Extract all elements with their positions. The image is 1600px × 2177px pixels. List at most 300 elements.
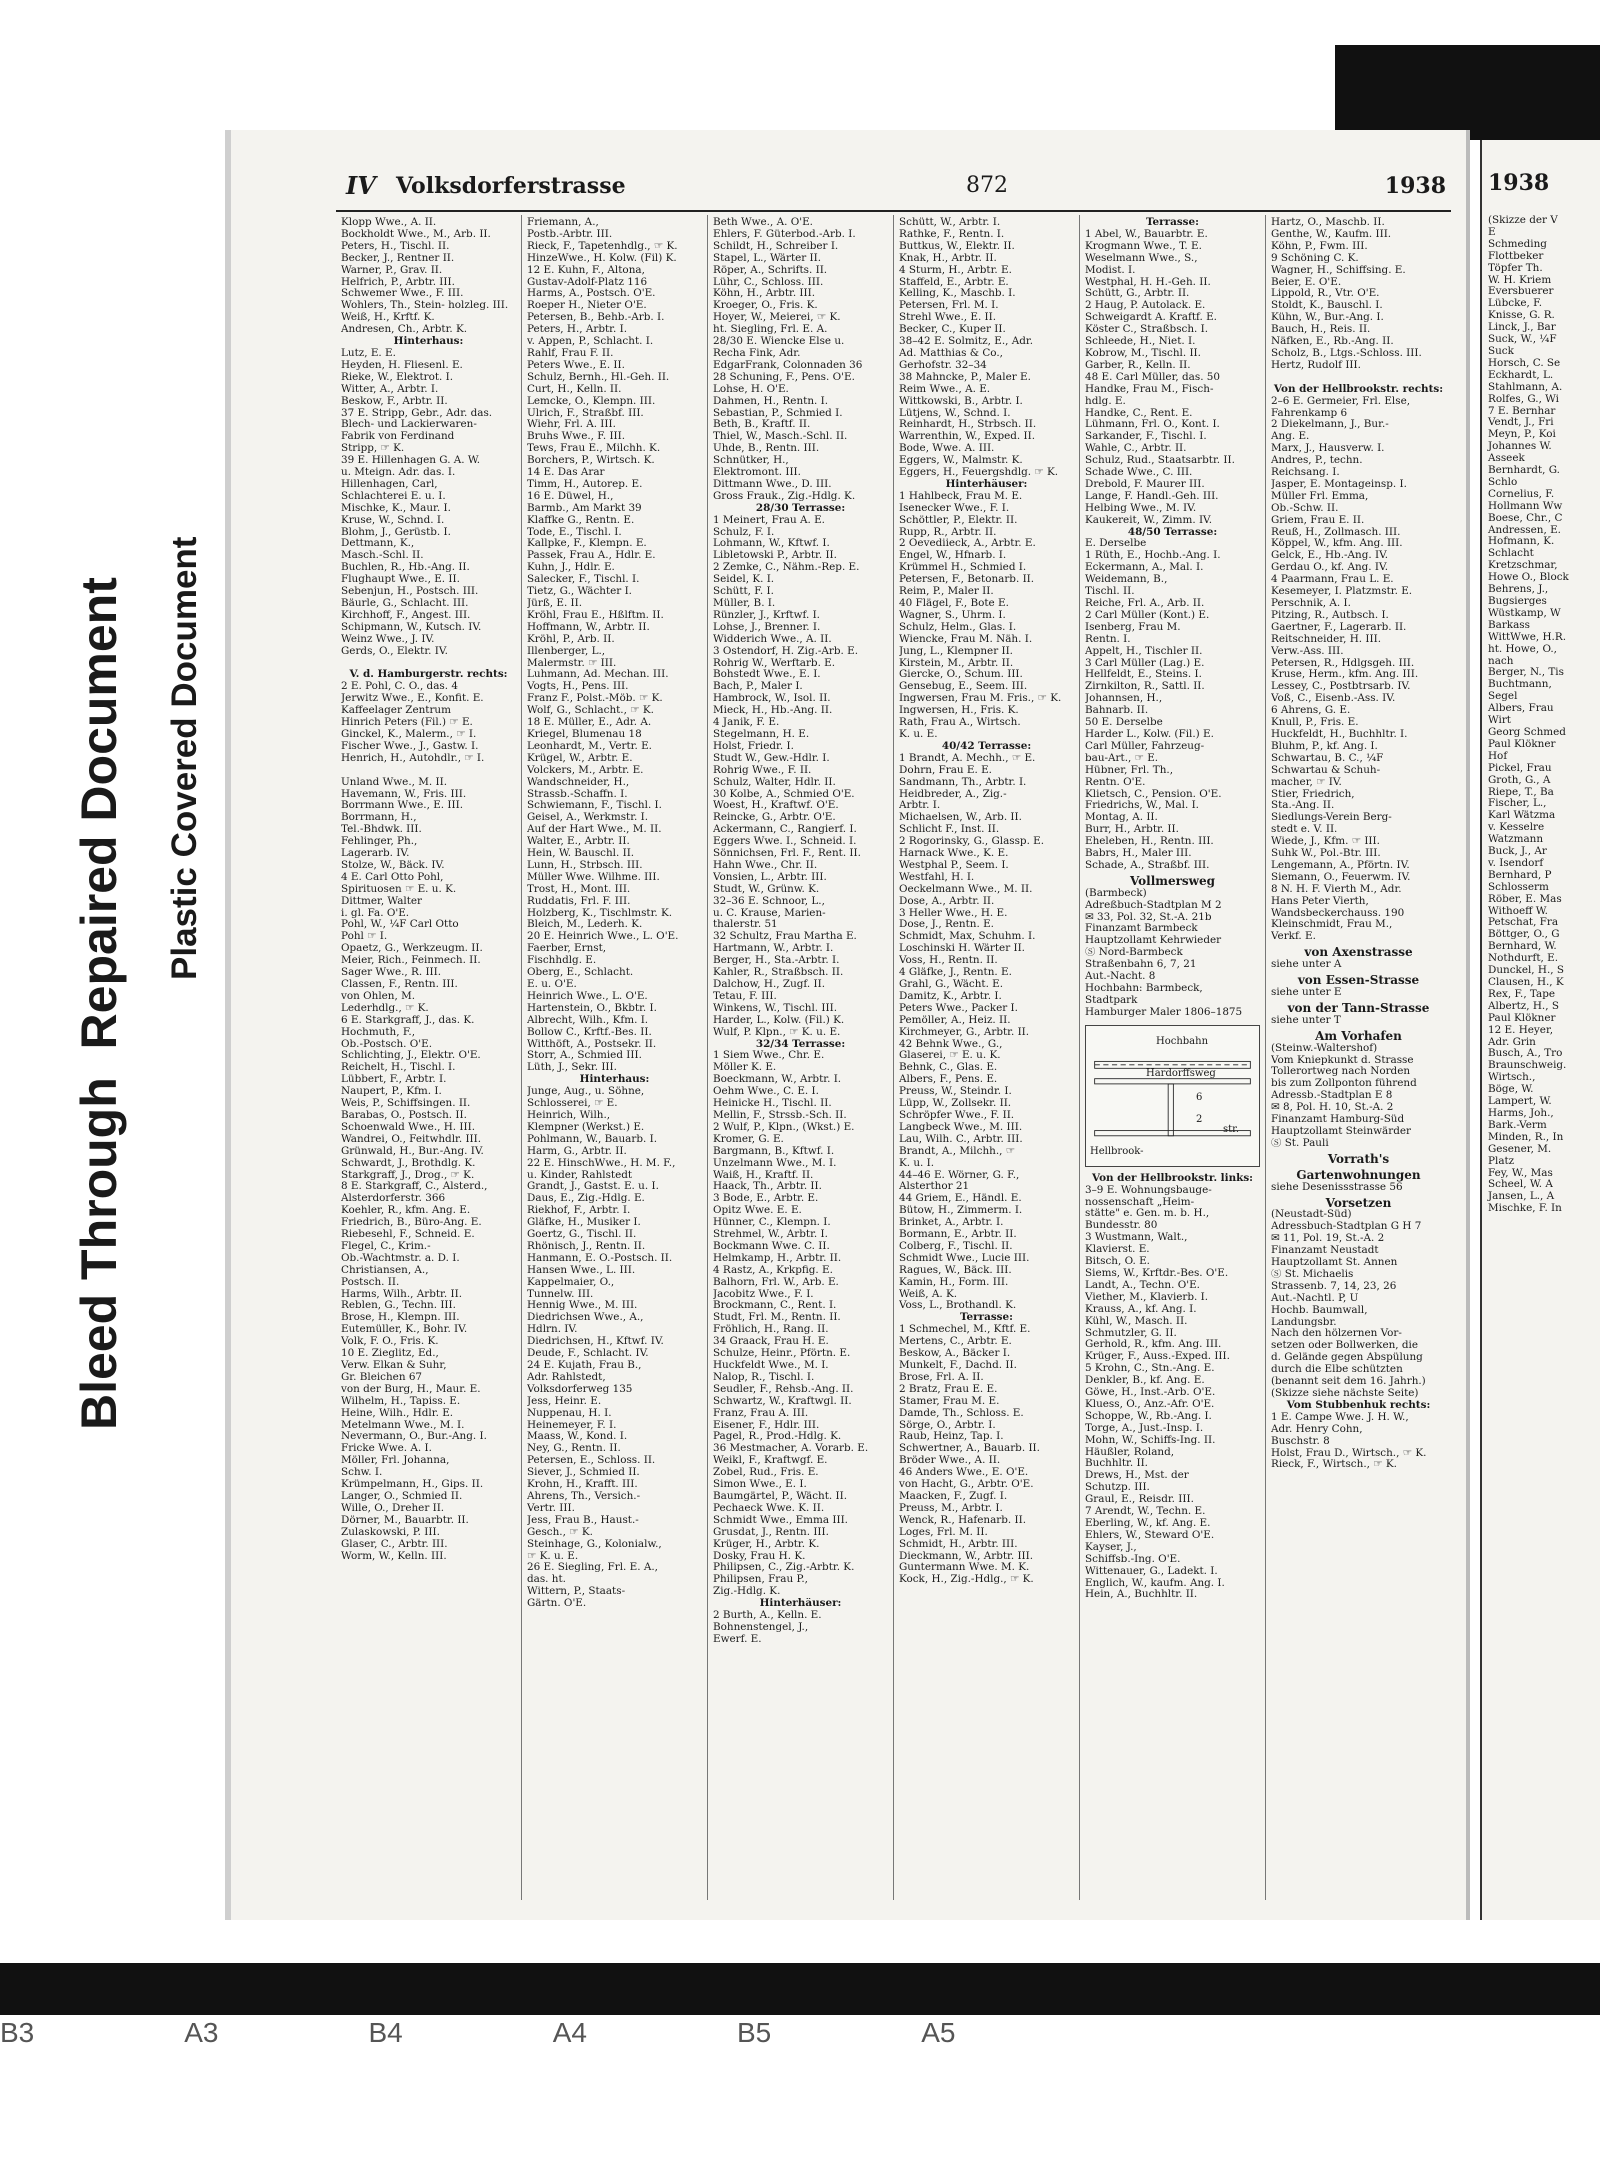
directory-entry: 2 Wulf, P., Klpn., (Wkst.) E. [713,1121,855,1133]
street-heading: Vorrath's [1327,1151,1390,1166]
directory-entry: Eisener, F., Hdlr. III. [713,1419,820,1431]
directory-entry: Maacken, F., Zugf. I. [899,1490,1008,1502]
adjacent-entry: Hof [1488,749,1508,762]
directory-entry: Krügel, W., Arbtr. E. [527,752,633,764]
adjacent-entry: Bark.-Verm [1488,1118,1547,1131]
directory-entry: Jess, Heinr. E. [527,1395,602,1407]
directory-entry: Schmidt, H., Arbtr. III. [899,1538,1018,1550]
directory-entry: Lütjens, W., Schnd. I. [899,407,1011,419]
directory-entry: von Ohlen, M. [341,990,416,1002]
directory-entry: Dörner, M., Bauarbtr. II. [341,1514,469,1526]
adjacent-entry: Gesener, M. [1488,1142,1552,1155]
directory-entry: Schoppe, W., Rb.-Ang. I. [1085,1410,1212,1422]
directory-entry: Giercke, O., Schum. III. [899,669,1023,681]
directory-entry: Dettmann, K., [341,538,415,550]
directory-entry: Bitsch, O. E. [1085,1256,1150,1268]
directory-entry: Landt, A., Techn. O'E. [1085,1279,1200,1291]
directory-entry: Hochbahn: Barmbeck, [1085,983,1203,994]
directory-entry: Lohse, J., Brenner. I. [713,621,821,633]
map-label-hochbahn: Hochbahn [1156,1035,1209,1047]
directory-entry: 18 E. Müller, E., Adr. A. [527,717,652,729]
directory-entry: Glaser, C., Arbtr. III. [341,1538,448,1550]
directory-entry: Kirchmeyer, G., Arbtr. II. [899,1026,1030,1038]
directory-entry: Kayser, J., [1085,1541,1137,1553]
directory-entry: Drews, H., Mst. der [1085,1470,1189,1482]
directory-entry: Hartenstein, O., Bkbtr. I. [527,1002,657,1014]
directory-entry: Ⓢ St. Michaelis [1271,1268,1354,1280]
directory-entry: Warrenthin, W., Exped. II. [899,431,1036,443]
directory-entry: Bundesstr. 80 [1085,1220,1158,1232]
directory-entry: 28 Schuning, F., Pens. O'E. [713,371,855,383]
directory-entry: Schipmann, W., Kutsch. IV. [341,621,482,633]
directory-entry: Handke, Frau M., Fisch- [1085,383,1214,395]
directory-entry: Studt, W., Grünw. K. [713,883,820,895]
directory-entry: Torge, A., Just.-Insp. I. [1085,1422,1204,1434]
directory-entry: 38 Mahncke, P., Maler E. [899,371,1031,383]
directory-entry: 34 Graack, Frau H. E. [713,1336,829,1348]
directory-entry: Knull, P., Fris. E. [1271,717,1359,729]
directory-entry: Dohrn, Frau E. E. [899,764,992,776]
directory-entry: Ehlers, W., Steward O'E. [1085,1529,1215,1541]
directory-entry: Tietz, G., Wächter I. [527,586,632,598]
directory-entry: Ginckel, K., Malerm., ☞ I. [341,728,477,740]
directory-entry: Reinhardt, H., Strbsch. II. [899,419,1037,431]
directory-entry: Stapel, L., Wärter II. [713,252,822,264]
directory-entry: Koehler, R., kfm. Ang. E. [341,1205,471,1217]
directory-entry: Perschnik, A. I. [1271,598,1351,609]
directory-entry: Oeckelmann Wwe., M. II. [899,883,1033,895]
ruler-bar [0,1963,1600,2015]
directory-entry: Verkf. E. [1271,931,1316,943]
directory-entry: Wittkowski, B., Arbtr. I. [899,395,1023,407]
adjacent-entry: Platz [1488,1154,1515,1167]
directory-entry: Harder L., Kolw. (Fil.) E. [1085,728,1214,740]
directory-entry: Sarkander, F., Tischl. I. [1085,431,1207,443]
directory-entry: Harm, G., Arbtr. II. [527,1145,627,1157]
directory-entry: Kromer, G. E. [713,1133,784,1145]
directory-entry: Reuß, H., Zollmasch. III. [1271,526,1401,538]
directory-entry: Pechaeck Wwe. K. II. [713,1502,825,1514]
directory-entry: Kamin, H., Form. III. [899,1276,1009,1288]
directory-entry: Westphal P., Seem. I. [899,859,1009,871]
directory-entry: ☞ K. u. E. [527,1550,579,1562]
directory-entry: Carl Müller, Fahrzeug- [1085,740,1205,752]
directory-entry: Dose, A., Arbtr. II. [899,895,995,907]
directory-entry: Bruhs Wwe., F. III. [527,431,626,443]
directory-entry: Timm, H., Autorep. E. [527,478,643,490]
directory-entry: Andres, P., techn. [1271,455,1363,467]
directory-entry: Wittern, P., Staats- [527,1586,626,1598]
directory-entry: Peters, H., Tischl. II. [341,240,450,252]
adjacent-entry: Andressen, E. [1488,523,1561,536]
directory-entry: Hein, A., Buchhltr. II. [1085,1589,1198,1601]
directory-entry: Schmidt Wwe., Emma III. [713,1514,848,1526]
directory-entry: Wandschneider, H., [527,776,630,788]
directory-entry: Uhde, B., Rentn. III. [713,443,820,455]
adjacent-entry: Berger, N., Tis [1488,666,1564,679]
directory-entry: Bormann, E., Arbtr. II. [899,1229,1017,1241]
directory-entry: Kröhl, Frau E., Hßlftm. II. [527,609,664,621]
adjacent-entry: (Skizze der V [1488,214,1558,226]
directory-entry: Gerds, O., Elektr. IV. [341,645,448,657]
directory-entry: Dittmer, Walter [341,895,423,907]
directory-entry: Heinrich, Wilh., [527,1109,611,1121]
ruler-label: A5 [921,2017,956,2048]
ruler-label: B3 [0,2017,35,2048]
directory-entry: Reichsang. I. [1271,467,1340,479]
directory-entry: Volk, F. O., Fris. K. [341,1336,439,1348]
directory-entry: Wiencke, Frau M. Näh. I. [899,633,1033,645]
directory-entry: Balhorn, Frl. W., Arb. E. [713,1276,839,1288]
directory-entry: Buchhltr. II. [1085,1458,1148,1470]
adjacent-entry: 12 E. Heyer, [1488,1023,1554,1036]
directory-entry: Eckermann, A., Mal. I. [1085,562,1204,574]
directory-entry: Krümmel H., Schmied I. [899,562,1027,574]
map-label-hardorffsweg: Hardorffsweg [1146,1067,1216,1079]
directory-entry: Salecker, F., Tischl. I. [527,574,640,586]
directory-entry: Schlachterei E. u. I. [341,490,446,502]
directory-entry: siehe unter E [1271,987,1342,998]
directory-entry: Hartz, O., Maschb. II. [1271,217,1385,228]
directory-entry: Nevermann, O., Bur.-Ang. I. [341,1431,487,1443]
directory-entry: Ad. Matthias & Co., [899,347,1003,359]
adjacent-entry: Busch, A., Tro [1488,1047,1563,1060]
directory-entry: Studt W., Gew.-Hdlr. I. [713,752,830,764]
directory-entry: Bauch, H., Reis. II. [1271,324,1371,336]
directory-entry: Krohn, H., Krafft. III. [527,1479,638,1491]
directory-entry: Kirstein, M., Arbtr. II. [899,657,1014,669]
directory-entry: Nalop, R., Tischl. I. [713,1371,815,1383]
adjacent-entry: Rolfes, G., Wi [1488,392,1559,405]
directory-entry: Heinrich Wwe., L. O'E. [527,990,648,1002]
adjacent-entry: Riepe, T., Ba [1488,785,1554,798]
directory-entry: Mieck, H., Hb.-Ang. II. [713,705,833,717]
directory-entry: Gärtn. O'E. [527,1598,587,1610]
directory-entry: d. Gelände gegen Abspülung [1271,1352,1423,1364]
directory-entry: Rentn. I. [1085,633,1131,645]
directory-entry: Ewerf. E. [713,1633,762,1645]
directory-entry: Studt, Frl. M., Rentn. II. [713,1312,841,1324]
directory-entry: Siems, W., Krftdr.-Bes. O'E. [1085,1267,1229,1279]
adjacent-entry: Töpfer Th. [1488,261,1543,274]
directory-entry: Rieke, W., Elektrot. I. [341,371,454,383]
directory-entry: Eggers Wwe. I., Schneid. I. [713,836,857,848]
directory-entry: Curt, H., Kelln. II. [527,383,622,395]
directory-entry: Hinterhäuser: [945,478,1028,490]
directory-entry: Weidemann, B., [1085,574,1168,586]
directory-entry: Lohse, H. O'E. [713,383,789,395]
directory-entry: 26 E. Siegling, Frl. E. A., [527,1562,658,1574]
directory-entry: Loges, Frl. M. II. [899,1526,988,1538]
directory-entry: Hillenhagen, Carl, [341,478,438,490]
directory-entry: Naupert, P., Kfm. I. [341,1086,442,1098]
directory-entry: Kriegel, Blumenau 18 [527,728,642,740]
adjacent-page-text [1488,215,1569,1215]
adjacent-entry: Wirtsch., [1488,1071,1536,1084]
directory-entry: Tel.-Bhdwk. III. [341,824,422,836]
directory-entry: Faerber, Ernst, [527,943,607,955]
directory-entry: Westfahl, H. I. [899,871,975,883]
adjacent-entry: Johannes W. [1488,440,1552,453]
directory-entry: 8 N. H. F. Vierth M., Adr. [1271,883,1402,895]
directory-entry: Hinterhaus: [393,336,464,348]
directory-entry: Vom Stubbenhuk rechts: [1286,1399,1431,1411]
directory-entry: Masch.-Schl. II. [341,550,424,562]
directory-entry: Oberg, E., Schlacht. [527,967,634,979]
directory-entry: Franz, Frau A. III. [713,1407,809,1419]
directory-entry: Simon Wwe., E. I. [713,1479,807,1491]
adjacent-entry: ht. Howe, O., [1488,642,1557,655]
directory-entry: Loschinski H. Wärter II. [899,943,1025,955]
directory-entry: Schiffsb.-Ing. O'E. [1085,1553,1181,1565]
directory-entry: Köppel, W., kfm. Ang. III. [1271,538,1403,550]
adjacent-entry: Boese, Chr., C [1488,511,1563,524]
directory-entry: Schulz, Rud., Staatsarbtr. II. [1085,455,1235,467]
directory-entry: 10 E. Zieglitz, Ed., [341,1348,439,1360]
directory-entry: Scholz, B., Ltgs.-Schloss. III. [1271,347,1422,359]
directory-entry: Schoenwald Wwe., H. III. [341,1121,476,1133]
directory-entry: Gerhold, R., kfm. Ang. III. [1085,1339,1222,1351]
directory-entry: Rathke, F., Rentn. I. [899,228,1005,240]
adjacent-entry: Horsch, C. Se [1488,356,1561,369]
directory-entry: Haack, Th., Arbtr. II. [713,1181,822,1193]
directory-entry: Krauss, A., kf. Ang. I. [1085,1303,1197,1315]
directory-entry: Mohn, W., Schiffs-Ing. II. [1085,1434,1216,1446]
directory-entry: 2 Haug, P. Autolack. E. [1085,300,1206,312]
directory-entry: 16 E. Düwel, H., [527,490,614,502]
directory-entry: Heyden, H. Fliesenl. E. [341,359,463,371]
directory-entry: Schwertner, A., Bauarb. II. [899,1443,1040,1455]
directory-entry: Albrecht, Wilh., Kfm. I. [527,1014,649,1026]
directory-entry: Bleich, M., Lederh. K. [527,919,643,931]
directory-entry: Ehlers, F. Güterbod.-Arb. I. [713,228,856,240]
directory-entry: Beth, B., Kraftf. II. [713,419,811,431]
directory-entry: Hauptzollamt Steinwärder [1271,1125,1411,1137]
adjacent-entry: Paul Klökner [1488,737,1556,750]
directory-entry: siehe unter T [1271,1014,1341,1026]
directory-entry: Straßenbahn 6, 7, 21 [1085,959,1197,971]
adjacent-entry: Bernhardt, G. [1488,464,1560,477]
adjacent-entry: Fey, W., Mas [1488,1166,1553,1179]
adjacent-entry: Watzmann [1488,833,1544,846]
directory-entry: Gesch., ☞ K. [527,1526,593,1538]
directory-entry: Wandsbeckerchauss. 190 [1271,907,1405,919]
street-heading: Vorsetzen [1325,1195,1392,1210]
directory-entry: Bäurle, G., Schlacht. III. [341,598,469,609]
directory-entry: Jess, Frau B., Haust.- [527,1514,639,1526]
directory-entry: Munkelt, F., Dachd. II. [899,1360,1017,1371]
adjacent-entry: Stahlmann, A. [1488,380,1563,393]
directory-entry: Brose, Frl. A. II. [899,1371,984,1383]
directory-entry: Holst, Friedr. I. [713,740,794,752]
directory-entry: Sörge, O., Arbtr. I. [899,1419,996,1431]
directory-entry: Peters Wwe., E. II. [527,359,625,371]
directory-entry: 37 E. Stripp, Gebr., Adr. das. [341,407,493,419]
directory-entry: Von der Hellbrookstr. links: [1091,1172,1254,1184]
directory-entry: Hennig Wwe., M. III. [527,1300,638,1312]
directory-entry: u. Mteign. Adr. das. I. [341,467,456,479]
directory-entry: stedt e. V. II. [1271,824,1338,836]
directory-entry: Sebenjun, H., Postsch. III. [341,586,479,598]
directory-entry: Ruddatis, Frl. F. III. [527,895,631,907]
directory-entry: Eberling, W., kf. Ang. E. [1085,1518,1211,1529]
directory-entry: 8 E. Starkgraff, C., Alsterd., [341,1181,488,1193]
directory-entry: Hellfeldt, E., Steins. I. [1085,669,1202,681]
directory-entry: Warner, P., Grav. II. [341,264,443,276]
directory-entry: bau-Art., ☞ E. [1085,752,1159,764]
directory-entry: Hansen Wwe., L. III. [527,1264,636,1276]
directory-entry: 40/42 Terrasse: [941,740,1032,752]
directory-entry: Classen, F., Rentn. III. [341,979,458,990]
adjacent-entry: Scheel, W. A [1488,1178,1553,1191]
directory-entry: Vogts, H., Pens. III. [527,681,629,693]
directory-entry: Borrmann, H., [341,812,417,824]
street-sketch-map [1085,1025,1260,1167]
adjacent-entry: Georg Schmed [1488,725,1566,738]
directory-entry: Kluess, O., Anz.-Afr. O'E. [1085,1398,1215,1410]
directory-entry: Reiche, Frl. A., Arb. II. [1085,598,1205,609]
directory-entry: Buschstr. 8 [1271,1435,1330,1447]
directory-entry: Pitzing, R., Autbsch. I. [1271,609,1389,621]
directory-entry: Seidel, K. I. [713,574,775,586]
directory-entry: 32–36 E. Schnoor, L., [713,895,825,907]
directory-entry: Roeper H., Nieter O'E. [527,300,647,312]
directory-entry: Gerhofstr. 32–34 [899,359,987,371]
directory-entry: Glaserei, ☞ E. u. K. [899,1050,1001,1062]
directory-entry: Luhmann, Ad. Mechan. III. [527,669,669,681]
directory-entry: Barmb., Am Markt 39 [527,502,642,514]
directory-entry: Sönnichsen, Frl. F., Rent. II. [713,848,861,860]
header-rule [336,210,1451,212]
directory-entry: Hdlrn. IV. [527,1324,578,1336]
directory-entry: Schwiemann, F., Tischl. I. [527,800,662,812]
adjacent-entry: Hofmann, K. [1488,535,1555,548]
directory-entry: Schildt, H., Schreiber I. [713,240,839,252]
directory-entry: Becker, C., Kuper II. [899,324,1006,336]
directory-column [522,215,708,1900]
directory-entry: Beth Wwe., A. O'E. [713,217,813,228]
directory-entry: Klopp Wwe., A. II. [341,217,437,228]
directory-entry: Buchlen, R., Hb.-Ang. II. [341,562,470,574]
directory-columns [336,215,1451,1900]
directory-entry: Friemann, A., [527,217,599,228]
directory-entry: K. u. I. [899,1157,935,1169]
directory-entry: Denkler, B., kf. Ang. E. [1085,1375,1205,1387]
directory-entry: ✉ 33, Pol. 32, St.-A. 21b [1085,911,1212,923]
directory-entry: Hartmann, W., Arbtr. I. [713,943,834,955]
directory-entry: Flegel, C., Krim.- [341,1240,431,1252]
directory-entry: Kaukereit, W., Zimm. IV. [1085,514,1213,526]
directory-entry: 1 Abel, W., Bauarbtr. E. [1085,228,1208,240]
directory-entry: Heine, Wilh., Hdlr. E. [341,1407,454,1419]
adjacent-page [1480,140,1600,1920]
directory-entry: Drebold, F. Maurer III. [1085,478,1205,490]
directory-entry: durch die Elbe schützten [1271,1364,1403,1376]
directory-entry: Hanmann, E. O.-Postsch. II. [527,1252,673,1264]
directory-entry: Bluhm, P., kf. Ang. I. [1271,740,1378,752]
directory-entry: Huckfeldt, H., Buchhltr. I. [1271,728,1408,740]
directory-entry: Fricke Wwe. A. I. [341,1443,432,1455]
directory-entry: Kleinschmidt, Frau M., [1271,919,1393,931]
directory-entry: Reitschneider, H. III. [1271,633,1381,645]
directory-entry: Dahmen, H., Rentn. I. [713,395,829,407]
directory-entry: Diedrichsen, H., Kftwf. IV. [527,1336,664,1348]
directory-entry: Oehm Wwe., C. E. I. [713,1086,819,1098]
adjacent-entry: Rex, F., Tape [1488,987,1556,1000]
adjacent-entry: Meyn, P., Koi [1488,428,1556,441]
directory-entry: Lutz, E. E. [341,347,396,359]
directory-entry: Schmidt, Max, Schuhm. I. [899,931,1036,943]
directory-entry: Kahler, R., Straßbsch. II. [713,967,844,979]
directory-entry: Gerdau O., kf. Ang. IV. [1271,562,1388,574]
directory-entry: Hauptzollamt St. Annen [1271,1257,1398,1269]
directory-entry: Bröder Wwe., A. II. [899,1455,1001,1467]
adjacent-entry: Kretzschmar, [1488,559,1558,572]
directory-entry: Engel, W., Hfnarb. I. [899,550,1007,562]
directory-entry: Lohmann, W., Kftwf. I. [713,538,830,550]
directory-column [708,215,894,1900]
directory-entry: Voss, L., Brothandl. K. [899,1300,1017,1312]
directory-entry: Petersen, F., Betonarb. II. [899,574,1035,586]
directory-entry: bis zum Zollponton führend [1271,1078,1417,1090]
directory-entry: 1 Meinert, Frau A. E. [713,514,825,526]
directory-entry: Eheleben, H., Rentn. III. [1085,836,1214,848]
directory-entry: Schlichting, J., Elektr. O'E. [341,1050,481,1062]
directory-entry: Lüpp, W., Zollsekr. II. [899,1098,1012,1110]
directory-entry: Vonsien, L., Arbtr. III. [713,871,827,883]
directory-entry: Ulrich, F., Straßbf. III. [527,407,644,419]
directory-entry: Göwe, H., Inst.-Arb. O'E. [1085,1387,1216,1399]
directory-entry: Terrasse: [960,1312,1013,1324]
map-label-2: 2 [1196,1113,1203,1125]
directory-entry: 50 E. Derselbe [1085,717,1163,729]
directory-entry: thalerstr. 51 [713,919,778,931]
directory-entry: Raub, Heinz, Tap. I. [899,1431,1004,1443]
directory-entry: Preuss, W., Steindr. I. [899,1086,1012,1098]
directory-entry: Rath, Frau A., Wirtsch. [899,717,1021,729]
directory-entry: Finanzamt Neustadt [1271,1245,1379,1257]
directory-entry: Schlicht F., Inst. II. [899,824,1000,836]
directory-entry: Ahrens, Th., Versich.- [527,1490,641,1502]
directory-entry: ht. Siegling, Frl. E. A. [713,324,828,336]
directory-entry: Ⓢ Nord-Barmbeck [1085,947,1183,959]
directory-entry: Schütt, W., Arbtr. I. [899,217,1001,228]
directory-entry: Wittenauer, G., Ladekt. I. [1085,1565,1218,1577]
directory-entry: Ob.-Schw. II. [1271,502,1339,514]
directory-entry: 7 Arendt, W., Techn. E. [1085,1506,1206,1518]
adjacent-entry: Howe O., Block [1488,571,1569,584]
directory-entry: Christiansen, A., [341,1264,429,1276]
directory-entry: Handke, C., Rent. E. [1085,407,1193,419]
directory-entry: E. u. O'E. [527,979,577,990]
directory-entry: siehe Desenissstrasse 56 [1271,1181,1403,1193]
directory-entry: Rahlf, Frau F. II. [527,347,614,359]
directory-entry: Nach den hölzernen Vor- [1271,1328,1402,1340]
directory-entry: Adressbuch-Stadtplan G H 7 [1271,1221,1422,1233]
directory-entry: Pohl, W., ¼F Carl Otto [341,919,459,931]
directory-entry: 4 Gläfke, J., Rentn. E. [899,967,1012,979]
directory-entry [341,765,516,777]
directory-entry: 20 E. Heinrich Wwe., L. O'E. [527,931,679,943]
directory-entry: Libletowski P., Arbtr. II. [713,550,837,562]
adjacent-entry: WittWwe, H.R. [1488,630,1566,643]
directory-entry: Staffeld, E., Arbtr. E. [899,276,1009,288]
directory-entry: Hamburger Maler 1806–1875 [1085,1006,1243,1018]
directory-entry: Sager Wwe., R. III. [341,967,442,979]
directory-entry: Gross Frauk., Zig.-Hdlg. K. [713,490,856,502]
directory-entry: Franz F., Polst.-Möb. ☞ K. [527,693,663,705]
directory-entry: Wenck, R., Hafenarb. II. [899,1514,1027,1526]
